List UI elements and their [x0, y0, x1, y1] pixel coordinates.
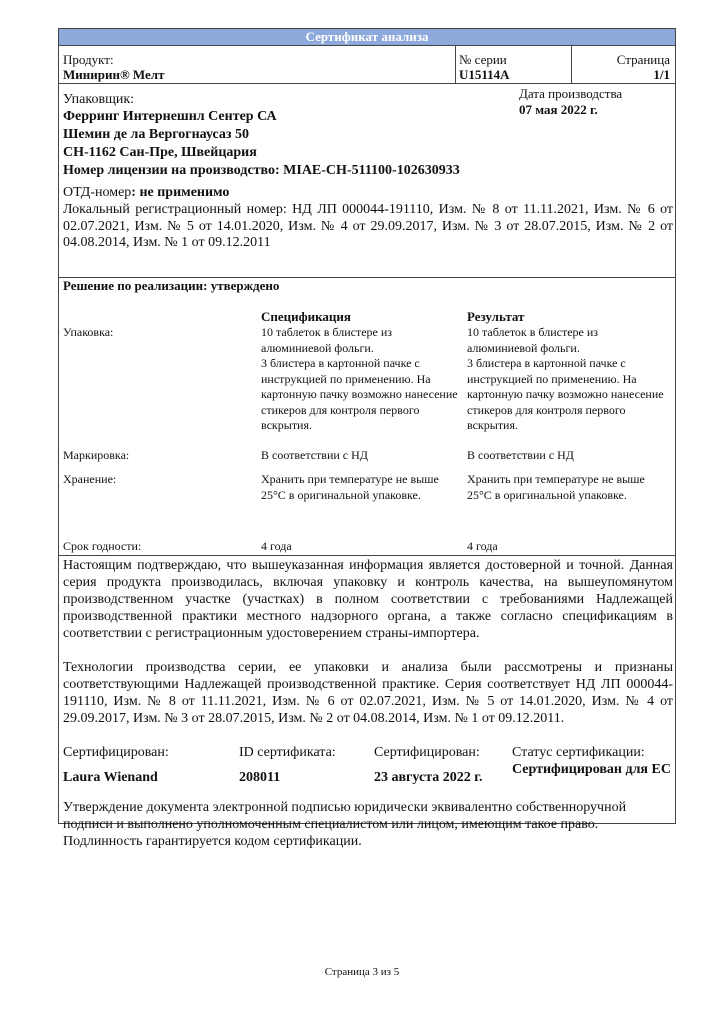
spec-row-label: Маркировка: [63, 448, 130, 462]
spec-row-label: Срок годности: [63, 539, 142, 553]
release-decision: Решение по реализации: утверждено [63, 278, 280, 293]
certified-date-value: 23 августа 2022 г. [374, 770, 483, 785]
certification-status-value: Сертифицирован для ЕС [512, 762, 671, 777]
spec-row [59, 278, 675, 556]
series-label: № серии [459, 52, 507, 67]
production-date-label: Дата производства [519, 86, 623, 101]
packer-address-1: Шемин де ла Вергогнаусаз 50 [63, 127, 250, 142]
license-number: Номер лицензии на производство: MIAE-CH-511100-102630933 [63, 163, 460, 178]
result-column-header: Результат [467, 309, 525, 324]
product-header-row [59, 46, 675, 84]
statement-paragraph-1: Настоящим подтверждаю, что вышеуказанная информация является достоверной и точной. Данная серия продукта производилась, включая упаковку и контроль качества, на вышеупомянутом производственном участке (участках) в полном соответствии с требованиями Надлежащей производственной практики местного надзорного органа, а также согласно спецификациям в соответствии с регистрационным удостоверением страны-импортера. [63, 558, 673, 641]
certificate-document [58, 28, 676, 849]
certificate-title: Сертификат анализа [59, 29, 675, 46]
certified-by-value: Laura Wienand [63, 770, 158, 785]
page-label: Страница [616, 52, 670, 67]
certificate-id-value: 208011 [239, 770, 281, 785]
otd-line [63, 185, 229, 201]
page-footer: Страница 3 из 5 [324, 966, 400, 978]
spec-row-spec: Хранить при температуре не выше 25°С в оригинальной упаковке. [261, 472, 439, 502]
otd-label: ОТД-номер [63, 185, 132, 200]
product-label: Продукт: [63, 52, 114, 67]
spec-row-label: Упаковка: [63, 325, 114, 339]
spec-column-header: Спецификация [261, 309, 351, 324]
series-value: U15114A [459, 67, 510, 82]
certificate-id-label: ID сертификата: [239, 745, 336, 760]
production-date-value: 07 мая 2022 г. [519, 102, 598, 117]
spec-row-result: 4 года [467, 539, 498, 553]
statement-paragraph-2: Технологии производства серии, ее упаковки и анализа были рассмотрены и признаны соответствующими Надлежащей производственной практике. Серия соответствует НД ЛП 000044-191110, Изм. № 8 от 11.11.2021, Изм. № 6 от 02.07.2021, Изм. № 5 от 14.01.2020, Изм. № 4 от 29.09.2017, Изм. № 3 от 28.07.2015, Изм. № 2 от 04.08.2014, Изм. № 1 от 09.12.2011. [63, 660, 673, 726]
spec-row-label: Хранение: [63, 472, 117, 486]
packer-label: Упаковщик: [63, 92, 135, 107]
certification-status-label: Статус сертификации: [512, 745, 645, 760]
packer-name: Ферринг Интернешнл Сентер СА [63, 109, 277, 124]
spec-row-spec: В соответствии с НД [261, 448, 368, 462]
divider [455, 46, 456, 83]
statement-row [59, 556, 675, 849]
certified-by-label: Сертифицирован: [63, 745, 169, 760]
spec-row-result: Хранить при температуре не выше 25°С в оригинальной упаковке. [467, 472, 645, 502]
otd-value: : не применимо [131, 185, 230, 200]
packer-address-2: СН-1162 Сан-Пре, Швейцария [63, 145, 257, 160]
product-value: Минирин® Мелт [63, 67, 165, 82]
certified-date-label: Сертифицирован: [374, 745, 480, 760]
spec-row-result: В соответствии с НД [467, 448, 574, 462]
spec-row-result: 10 таблеток в блистере из алюминиевой фольги. 3 блистера в картонной пачке с инструкцией по применению. На картонную пачку возможно нанесение стикеров для контроля первого вскрытия. [467, 325, 664, 432]
page-value: 1/1 [653, 67, 670, 82]
spec-row-spec: 4 года [261, 539, 292, 553]
spec-row-spec: 10 таблеток в блистере из алюминиевой фольги. 3 блистера в картонной пачке с инструкцией по применению. На картонную пачку возможно нанесение стикеров для контроля первого вскрытия. [261, 325, 458, 432]
electronic-signature-note: Утверждение документа электронной подписью юридически эквивалентно собственноручной подписи и выполнено уполномоченным специалистом или лицом, имеющим такое право. Подлинность гарантируется кодом сертификации. [63, 800, 627, 849]
divider [571, 46, 572, 83]
packer-row [59, 84, 675, 278]
local-registration: Локальный регистрационный номер: НД ЛП 000044-191110, Изм. № 8 от 11.11.2021, Изм. № 6 от 02.07.2021, Изм. № 5 от 14.01.2020, Изм. № 4 от 29.09.2017, Изм. № 3 от 28.07.2015, Изм. № 2 от 04.08.2014, Изм. № 1 от 09.12.2011 [63, 202, 673, 250]
